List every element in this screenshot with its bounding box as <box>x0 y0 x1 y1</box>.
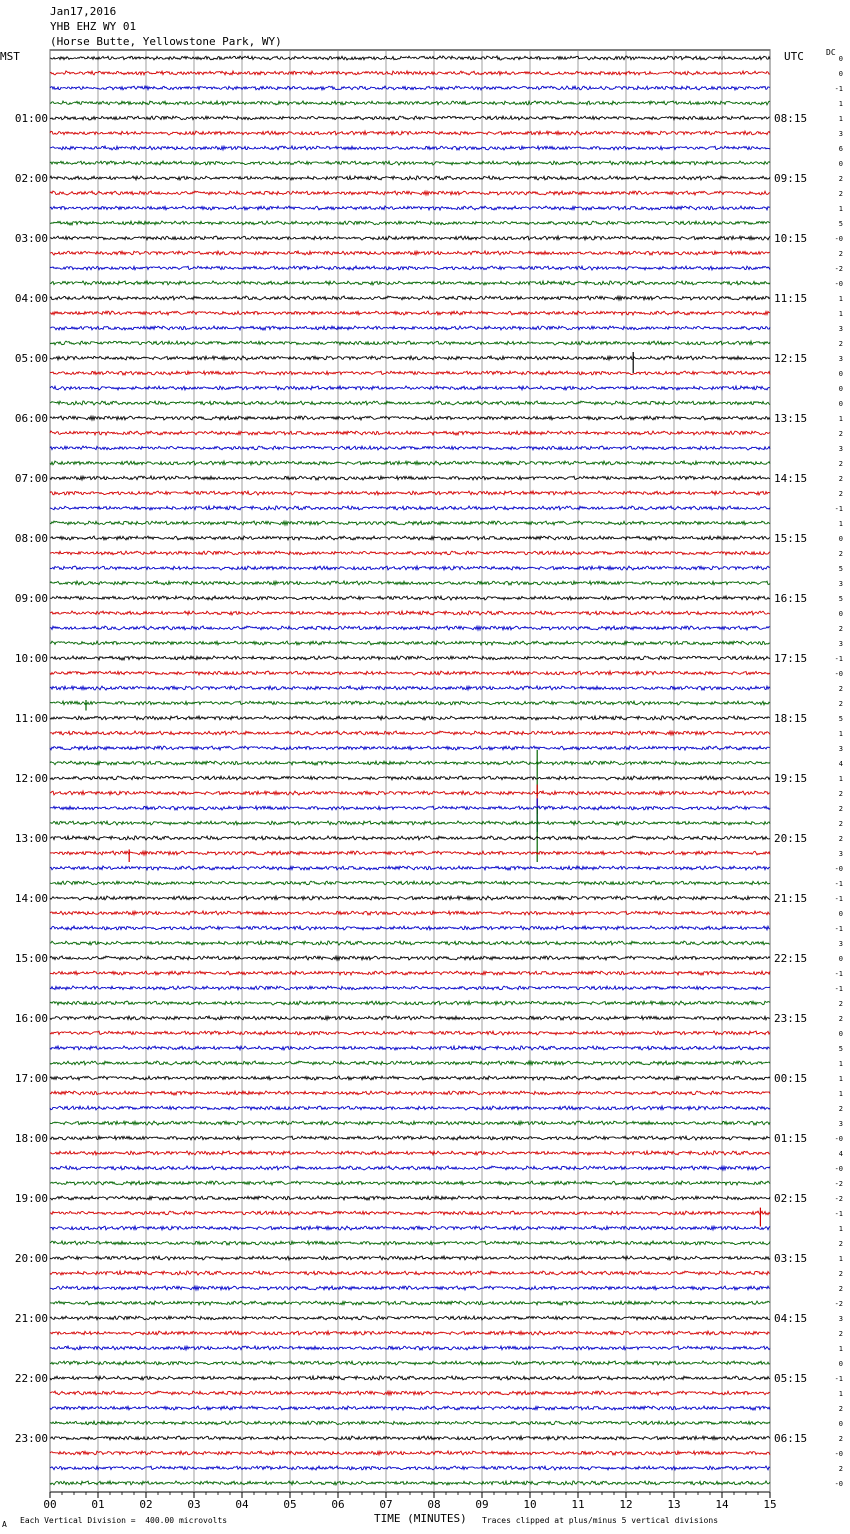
right-hour-label: 22:15 <box>774 952 808 965</box>
dc-offset-label: 3 <box>838 745 843 753</box>
seismic-trace <box>50 536 770 540</box>
dc-offset-label: 2 <box>838 625 843 633</box>
dc-offset-label: 0 <box>838 400 843 408</box>
seismic-trace <box>50 1181 770 1185</box>
dc-offset-label: -1 <box>834 655 843 663</box>
dc-offset-label: 0 <box>838 160 843 168</box>
seismic-trace <box>50 1136 770 1140</box>
seismic-trace <box>50 416 770 420</box>
left-hour-label: 14:00 <box>14 892 48 905</box>
seismic-trace <box>50 1091 770 1095</box>
left-hour-label: 21:00 <box>14 1312 48 1325</box>
seismic-trace <box>50 1046 770 1050</box>
right-hour-label: 09:15 <box>774 172 808 185</box>
seismic-trace <box>50 926 770 930</box>
dc-offset-label: 2 <box>838 1405 843 1413</box>
x-tick-label: 03 <box>187 1498 201 1511</box>
dc-offset-label: 0 <box>838 610 843 618</box>
x-tick-label: 14 <box>715 1498 729 1511</box>
dc-offset-label: 2 <box>838 190 843 198</box>
seismic-trace <box>50 1316 770 1320</box>
seismic-trace <box>50 1226 770 1230</box>
seismic-trace <box>50 116 770 120</box>
seismic-trace <box>50 1421 770 1425</box>
dc-offset-label: 2 <box>838 175 843 183</box>
dc-offset-label: 4 <box>838 760 843 768</box>
seismic-trace <box>50 836 770 840</box>
dc-offset-label: 0 <box>838 1030 843 1038</box>
left-hour-label: 04:00 <box>14 292 48 305</box>
right-hour-label: 06:15 <box>774 1432 808 1445</box>
dc-offset-label: -2 <box>834 265 843 273</box>
seismic-trace <box>50 356 770 360</box>
seismic-trace <box>50 911 770 915</box>
dc-offset-label: 2 <box>838 1465 843 1473</box>
seismic-trace <box>50 86 770 90</box>
dc-offset-label: 1 <box>838 1390 843 1398</box>
seismic-trace <box>50 1121 770 1125</box>
right-hour-label: 16:15 <box>774 592 808 605</box>
dc-offset-label: 0 <box>838 535 843 543</box>
dc-offset-label: 1 <box>838 205 843 213</box>
seismic-trace <box>50 296 770 300</box>
left-hour-label: 03:00 <box>14 232 48 245</box>
seismic-trace <box>50 806 770 810</box>
seismic-trace <box>50 1406 770 1410</box>
right-hour-label: 00:15 <box>774 1072 808 1085</box>
dc-offset-label: -1 <box>834 1375 843 1383</box>
dc-offset-label: 5 <box>838 595 843 603</box>
dc-offset-label: 3 <box>838 850 843 858</box>
seismic-trace <box>50 236 770 240</box>
dc-offset-label: 1 <box>838 115 843 123</box>
dc-offset-label: -1 <box>834 1210 843 1218</box>
dc-offset-label: 2 <box>838 1240 843 1248</box>
dc-offset-label: 2 <box>838 1105 843 1113</box>
right-hour-label: 19:15 <box>774 772 808 785</box>
left-hour-label: 22:00 <box>14 1372 48 1385</box>
right-hour-label: 12:15 <box>774 352 808 365</box>
dc-offset-label: -0 <box>834 1450 843 1458</box>
dc-offset-label: 1 <box>838 520 843 528</box>
x-tick-label: 10 <box>523 1498 537 1511</box>
dc-offset-label: 0 <box>838 1420 843 1428</box>
seismic-trace <box>50 161 770 165</box>
dc-offset-label: 5 <box>838 565 843 573</box>
clip-note: Traces clipped at plus/minus 5 vertical divisions <box>482 1516 719 1525</box>
seismic-trace <box>50 581 770 585</box>
station-label: YHB EHZ WY 01 <box>50 20 137 33</box>
x-tick-label: 13 <box>667 1498 681 1511</box>
seismic-trace <box>50 1391 770 1395</box>
seismic-trace <box>50 866 770 870</box>
left-hour-label: 08:00 <box>14 532 48 545</box>
dc-offset-label: -0 <box>834 235 843 243</box>
dc-offset-label: 2 <box>838 490 843 498</box>
seismic-trace <box>50 371 770 375</box>
date-label: Jan17,2016 <box>50 5 117 18</box>
seismic-trace <box>50 206 770 210</box>
dc-offset-label: -1 <box>834 85 843 93</box>
left-hour-label: 20:00 <box>14 1252 48 1265</box>
dc-offset-label: 1 <box>838 775 843 783</box>
left-hour-label: 17:00 <box>14 1072 48 1085</box>
seismic-trace <box>50 611 770 615</box>
seismic-trace <box>50 386 770 390</box>
dc-offset-label: 3 <box>838 355 843 363</box>
dc-offset-label: 1 <box>838 1345 843 1353</box>
left-hour-label: 19:00 <box>14 1192 48 1205</box>
seismic-trace <box>50 971 770 975</box>
left-hour-label: 15:00 <box>14 952 48 965</box>
dc-offset-label: 2 <box>838 1270 843 1278</box>
seismic-trace <box>50 431 770 435</box>
seismic-trace <box>50 956 770 960</box>
seismic-trace <box>50 731 770 735</box>
dc-offset-label: 5 <box>838 220 843 228</box>
left-hour-label: 10:00 <box>14 652 48 665</box>
dc-offset-label: 2 <box>838 685 843 693</box>
seismic-trace <box>50 176 770 180</box>
right-hour-label: 03:15 <box>774 1252 808 1265</box>
x-tick-label: 04 <box>235 1498 249 1511</box>
right-hour-label: 10:15 <box>774 232 808 245</box>
dc-offset-label: 0 <box>838 385 843 393</box>
dc-offset-label: 3 <box>838 940 843 948</box>
seismic-trace <box>50 281 770 285</box>
right-hour-label: 13:15 <box>774 412 808 425</box>
x-tick-label: 15 <box>763 1498 777 1511</box>
seismic-trace <box>50 1196 770 1200</box>
dc-offset-label: -0 <box>834 1480 843 1488</box>
seismic-trace <box>50 1031 770 1035</box>
right-hour-label: 21:15 <box>774 892 808 905</box>
seismic-trace <box>50 1286 770 1290</box>
right-hour-label: 11:15 <box>774 292 808 305</box>
seismic-trace <box>50 491 770 495</box>
dc-offset-label: 1 <box>838 310 843 318</box>
dc-offset-label: 2 <box>838 340 843 348</box>
dc-offset-label: -0 <box>834 280 843 288</box>
left-hour-label: 13:00 <box>14 832 48 845</box>
dc-offset-label: 1 <box>838 1060 843 1068</box>
dc-offset-label: 1 <box>838 415 843 423</box>
seismic-trace <box>50 1166 770 1170</box>
dc-offset-label: 0 <box>838 70 843 78</box>
dc-offset-label: -1 <box>834 970 843 978</box>
right-hour-label: 02:15 <box>774 1192 808 1205</box>
dc-offset-label: 2 <box>838 550 843 558</box>
seismic-trace <box>50 221 770 225</box>
x-tick-label: 12 <box>619 1498 633 1511</box>
left-timezone-label: MST <box>0 50 20 63</box>
seismic-trace <box>50 1256 770 1260</box>
seismic-trace <box>50 1001 770 1005</box>
dc-offset-label: -1 <box>834 925 843 933</box>
seismic-trace <box>50 746 770 750</box>
left-hour-label: 09:00 <box>14 592 48 605</box>
seismic-trace <box>50 1151 770 1155</box>
dc-offset-label: 2 <box>838 835 843 843</box>
dc-offset-label: 0 <box>838 955 843 963</box>
seismic-trace <box>50 1346 770 1350</box>
seismic-trace <box>50 1016 770 1020</box>
left-hour-label: 06:00 <box>14 412 48 425</box>
right-hour-label: 18:15 <box>774 712 808 725</box>
seismic-trace <box>50 851 770 855</box>
left-hour-label: 18:00 <box>14 1132 48 1145</box>
seismic-trace <box>50 551 770 555</box>
dc-offset-label: 2 <box>838 430 843 438</box>
left-hour-label: 23:00 <box>14 1432 48 1445</box>
right-hour-label: 01:15 <box>774 1132 808 1145</box>
dc-offset-label: 1 <box>838 1255 843 1263</box>
dc-offset-label: -2 <box>834 1195 843 1203</box>
seismic-trace <box>50 101 770 105</box>
x-tick-label: 05 <box>283 1498 297 1511</box>
right-hour-label: 14:15 <box>774 472 808 485</box>
dc-offset-label: -1 <box>834 985 843 993</box>
dc-offset-label: 1 <box>838 295 843 303</box>
seismic-trace <box>50 1271 770 1275</box>
right-hour-label: 08:15 <box>774 112 808 125</box>
seismic-trace <box>50 656 770 660</box>
dc-offset-label: 1 <box>838 730 843 738</box>
dc-offset-label: 0 <box>838 910 843 918</box>
x-tick-label: 08 <box>427 1498 441 1511</box>
seismic-trace <box>50 1076 770 1080</box>
dc-offset-label: 2 <box>838 1015 843 1023</box>
seismic-trace <box>50 1331 770 1335</box>
right-hour-label: 05:15 <box>774 1372 808 1385</box>
seismic-trace <box>50 686 770 690</box>
seismic-trace <box>50 506 770 510</box>
dc-offset-label: 3 <box>838 130 843 138</box>
dc-offset-label: -1 <box>834 880 843 888</box>
seismic-trace <box>50 476 770 480</box>
seismic-trace <box>50 791 770 795</box>
scale-note: Each Vertical Division = 400.00 microvolts <box>20 1516 228 1525</box>
seismic-trace <box>50 1361 770 1365</box>
seismic-trace <box>50 941 770 945</box>
dc-offset-label: 4 <box>838 1150 843 1158</box>
seismic-trace <box>50 1436 770 1440</box>
dc-offset-label: -0 <box>834 865 843 873</box>
dc-offset-label: 3 <box>838 325 843 333</box>
dc-offset-label: 2 <box>838 1285 843 1293</box>
seismic-trace <box>50 1451 770 1455</box>
seismic-trace <box>50 1211 770 1215</box>
dc-offset-label: 1 <box>838 1090 843 1098</box>
seismic-trace <box>50 641 770 645</box>
dc-offset-label: -2 <box>834 1300 843 1308</box>
x-axis-title: TIME (MINUTES) <box>374 1512 467 1525</box>
seismic-trace <box>50 701 770 705</box>
seismic-trace <box>50 71 770 75</box>
dc-offset-label: 0 <box>838 370 843 378</box>
seismic-trace <box>50 896 770 900</box>
seismic-trace <box>50 566 770 570</box>
right-timezone-label: UTC <box>784 50 804 63</box>
left-hour-label: 12:00 <box>14 772 48 785</box>
seismic-trace <box>50 311 770 315</box>
seismic-trace <box>50 341 770 345</box>
seismic-trace <box>50 821 770 825</box>
dc-offset-label: 2 <box>838 1000 843 1008</box>
left-hour-label: 02:00 <box>14 172 48 185</box>
dc-offset-label: -1 <box>834 505 843 513</box>
seismic-trace <box>50 191 770 195</box>
right-hour-label: 23:15 <box>774 1012 808 1025</box>
seismic-trace <box>50 401 770 405</box>
dc-offset-label: 3 <box>838 445 843 453</box>
dc-offset-label: 6 <box>838 145 843 153</box>
dc-offset-label: 2 <box>838 820 843 828</box>
right-hour-label: 20:15 <box>774 832 808 845</box>
seismic-trace <box>50 1481 770 1485</box>
seismic-trace <box>50 326 770 330</box>
seismic-trace <box>50 626 770 630</box>
seismic-trace <box>50 56 770 60</box>
dc-offset-label: -1 <box>834 895 843 903</box>
seismic-trace <box>50 1241 770 1245</box>
dc-offset-label: 0 <box>838 1360 843 1368</box>
dc-offset-label: 2 <box>838 700 843 708</box>
dc-offset-label: 2 <box>838 1330 843 1338</box>
location-label: (Horse Butte, Yellowstone Park, WY) <box>50 35 282 48</box>
dc-offset-label: 2 <box>838 805 843 813</box>
footer-mark: A <box>2 1520 7 1529</box>
dc-offset-label: 5 <box>838 715 843 723</box>
dc-offset-label: 1 <box>838 1225 843 1233</box>
dc-offset-label: 2 <box>838 1435 843 1443</box>
seismic-trace <box>50 986 770 990</box>
dc-offset-label: 3 <box>838 640 843 648</box>
x-tick-label: 07 <box>379 1498 393 1511</box>
seismic-trace <box>50 761 770 765</box>
seismic-trace <box>50 446 770 450</box>
x-tick-label: 06 <box>331 1498 345 1511</box>
dc-offset-label: 3 <box>838 580 843 588</box>
dc-offset-label: 3 <box>838 1120 843 1128</box>
right-hour-label: 04:15 <box>774 1312 808 1325</box>
dc-offset-label: -0 <box>834 1165 843 1173</box>
dc-offset-label: 2 <box>838 460 843 468</box>
left-hour-label: 11:00 <box>14 712 48 725</box>
seismic-trace <box>50 251 770 255</box>
x-tick-label: 02 <box>139 1498 153 1511</box>
left-hour-label: 07:00 <box>14 472 48 485</box>
seismic-trace <box>50 776 770 780</box>
right-hour-label: 15:15 <box>774 532 808 545</box>
dc-offset-label: 3 <box>838 1315 843 1323</box>
dc-offset-label: 2 <box>838 250 843 258</box>
left-hour-label: 16:00 <box>14 1012 48 1025</box>
dc-offset-label: 5 <box>838 1045 843 1053</box>
dc-offset-label: -0 <box>834 670 843 678</box>
seismic-trace <box>50 131 770 135</box>
seismic-trace <box>50 461 770 465</box>
dc-offset-label: 0 <box>838 55 843 63</box>
seismic-trace <box>50 671 770 675</box>
seismic-trace <box>50 1301 770 1305</box>
seismic-trace <box>50 716 770 720</box>
x-tick-label: 00 <box>43 1498 57 1511</box>
left-hour-label: 05:00 <box>14 352 48 365</box>
dc-offset-label: 1 <box>838 100 843 108</box>
seismic-trace <box>50 266 770 270</box>
x-tick-label: 01 <box>91 1498 105 1511</box>
dc-offset-label: 1 <box>838 1075 843 1083</box>
dc-offset-label: -2 <box>834 1180 843 1188</box>
x-tick-label: 11 <box>571 1498 585 1511</box>
right-hour-label: 17:15 <box>774 652 808 665</box>
left-hour-label: 01:00 <box>14 112 48 125</box>
seismic-trace <box>50 1061 770 1065</box>
dc-header-label: DC <box>826 48 836 57</box>
x-tick-label: 09 <box>475 1498 489 1511</box>
seismic-trace <box>50 1376 770 1380</box>
seismic-trace <box>50 1106 770 1110</box>
seismic-trace <box>50 881 770 885</box>
seismic-trace <box>50 1466 770 1470</box>
dc-offset-label: 2 <box>838 475 843 483</box>
seismic-trace <box>50 596 770 600</box>
dc-offset-label: -0 <box>834 1135 843 1143</box>
seismic-trace <box>50 146 770 150</box>
seismic-trace <box>50 521 770 525</box>
dc-offset-label: 2 <box>838 790 843 798</box>
